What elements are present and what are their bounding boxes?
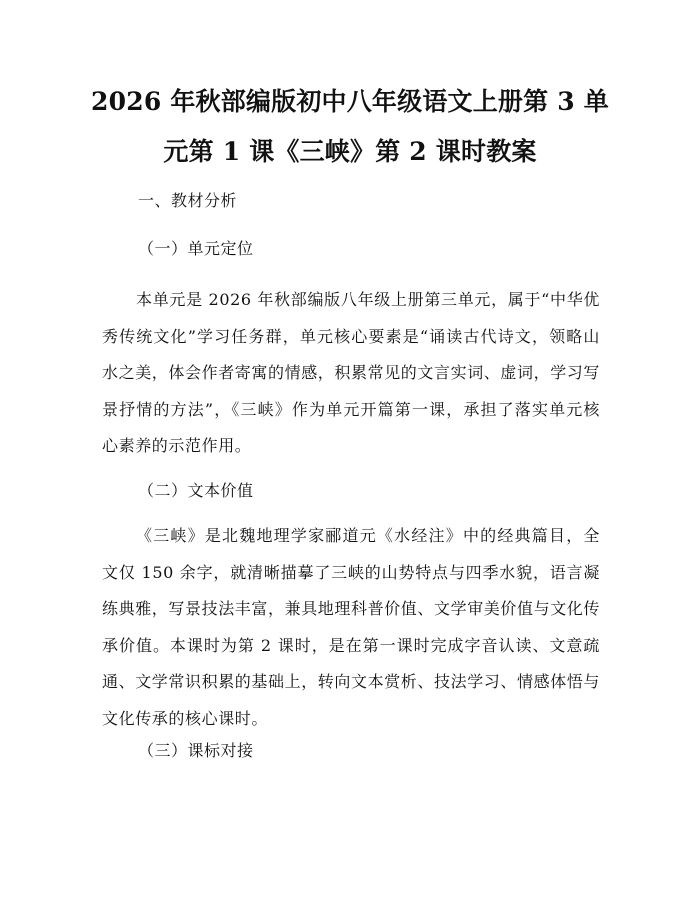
subsection-heading-unit-positioning: （一）单元定位 <box>138 239 254 258</box>
paragraph-text-value: 《三峡》是北魏地理学家郦道元《水经注》中的经典篇目，全文仅 150 余字，就清晰描摹了三峡的山势特点与四季水貌，语言凝练典雅，写景技法丰富，兼具地理科普价值、文学审美价值与文化传承价值。本课时为第 2 课时，是在第一课时完成字音认读、文意疏通、文学常识积累的基础上，转向文本赏析、技法学习、情感体悟与文化传承的核心课时。 <box>102 526 601 728</box>
subsection-heading-curriculum-alignment: （三）课标对接 <box>138 741 254 760</box>
subsection-heading-text-value: （二）文本价值 <box>138 481 254 500</box>
section-heading-teaching-material-analysis: 一、教材分析 <box>138 191 238 210</box>
document-title-line-1: 2026 年秋部编版初中八年级语文上册第 3 单 <box>91 87 609 116</box>
document-title-line-2: 元第 1 课《三峡》第 2 课时教案 <box>163 137 537 166</box>
paragraph-unit-positioning: 本单元是 2026 年秋部编版八年级上册第三单元，属于“中华优秀传统文化”学习任务群，单元核心要素是“诵读古代诗文，领略山水之美，体会作者寄寓的情感，积累常见的文言实词、虚词，学习写景抒情的方法”，《三峡》作为单元开篇第一课，承担了落实单元核心素养的示范作用。 <box>102 290 601 455</box>
